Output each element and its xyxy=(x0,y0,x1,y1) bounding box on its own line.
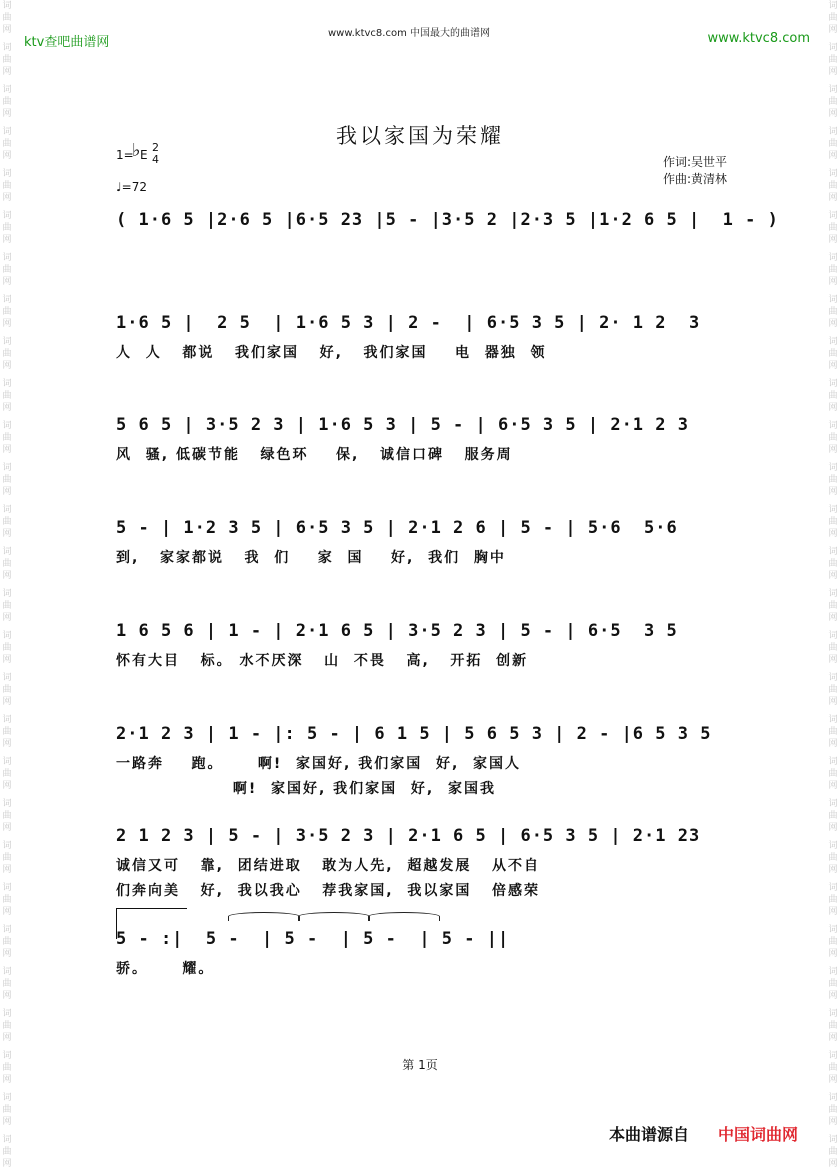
watermark-glyph: 网 xyxy=(828,67,838,77)
watermark-glyph: 曲 xyxy=(828,475,838,485)
watermark-glyph: 网 xyxy=(828,1075,838,1085)
watermark-glyph: 网 xyxy=(2,235,12,245)
key-signature xyxy=(116,140,159,166)
watermark-glyph: 曲 xyxy=(2,307,12,317)
watermark-glyph: 词 xyxy=(2,1135,12,1145)
watermark-glyph: 曲 xyxy=(828,853,838,863)
watermark-glyph: 网 xyxy=(828,907,838,917)
watermark-glyph: 词 xyxy=(2,379,12,389)
watermark-glyph: 网 xyxy=(828,655,838,665)
watermark-glyph: 词 xyxy=(828,295,838,305)
watermark-glyph: 词 xyxy=(828,841,838,851)
left-watermark-column xyxy=(0,0,14,1169)
watermark-glyph: 曲 xyxy=(828,811,838,821)
notation-line: 5 6 5 | 3·5 2 3 | 1·6 5 3 | 5 - | 6·5 3 5 | 2·1 2 3 xyxy=(116,415,689,435)
watermark-glyph: 曲 xyxy=(2,685,12,695)
watermark-glyph: 网 xyxy=(2,403,12,413)
notation-line: 5 - | 1·2 3 5 | 6·5 3 5 | 2·1 2 6 | 5 - | 5·6 5·6 xyxy=(116,518,678,538)
right-watermark-column xyxy=(826,0,840,1169)
watermark-glyph: 曲 xyxy=(828,1105,838,1115)
watermark-glyph: 词 xyxy=(828,421,838,431)
watermark-glyph: 词 xyxy=(2,295,12,305)
watermark-glyph: 曲 xyxy=(828,223,838,233)
watermark-glyph: 词 xyxy=(2,799,12,809)
watermark-glyph: 词 xyxy=(828,463,838,473)
watermark-glyph: 曲 xyxy=(828,559,838,569)
watermark-glyph: 曲 xyxy=(828,685,838,695)
watermark-glyph: 曲 xyxy=(828,181,838,191)
watermark-glyph: 网 xyxy=(2,1117,12,1127)
watermark-glyph: 曲 xyxy=(828,895,838,905)
watermark-glyph: 网 xyxy=(828,739,838,749)
watermark-glyph: 词 xyxy=(2,421,12,431)
site-header-center: www.ktvc8.com 中国最大的曲谱网 xyxy=(328,28,491,39)
watermark-glyph: 曲 xyxy=(828,391,838,401)
watermark-glyph: 词 xyxy=(2,337,12,347)
watermark-glyph: 词 xyxy=(2,1051,12,1061)
watermark-glyph: 词 xyxy=(828,1093,838,1103)
watermark-glyph: 曲 xyxy=(828,139,838,149)
lyric-line: 骄。 耀。 xyxy=(116,961,215,977)
watermark-glyph: 曲 xyxy=(2,1105,12,1115)
song-title: 我以家国为荣耀 xyxy=(336,124,504,148)
watermark-glyph: 曲 xyxy=(828,979,838,989)
watermark-glyph: 曲 xyxy=(2,727,12,737)
watermark-glyph: 网 xyxy=(2,277,12,287)
watermark-glyph: 网 xyxy=(2,655,12,665)
watermark-glyph: 词 xyxy=(828,715,838,725)
watermark-glyph: 网 xyxy=(2,361,12,371)
watermark-glyph: 网 xyxy=(828,697,838,707)
watermark-glyph: 网 xyxy=(828,571,838,581)
watermark-glyph: 网 xyxy=(2,1075,12,1085)
notation-line: ( 1·6 5 |2·6 5 |6·5 23 |5 - |3·5 2 |2·3 5 |1·2 6 5 | 1 - ) xyxy=(116,210,779,230)
watermark-glyph: 曲 xyxy=(828,97,838,107)
watermark-glyph: 词 xyxy=(828,43,838,53)
watermark-glyph: 词 xyxy=(2,1009,12,1019)
watermark-glyph: 词 xyxy=(828,967,838,977)
watermark-glyph: 网 xyxy=(828,487,838,497)
site-url-right[interactable]: www.ktvc8.com xyxy=(707,31,810,46)
watermark-glyph: 网 xyxy=(828,781,838,791)
watermark-glyph: 曲 xyxy=(2,475,12,485)
watermark-glyph: 网 xyxy=(2,613,12,623)
tie-arc xyxy=(228,912,300,921)
watermark-gap xyxy=(0,1170,14,1176)
watermark-glyph: 曲 xyxy=(2,97,12,107)
lyric-line: 人 人 都说 我们家国 好, 我们家国 电 器独 领 xyxy=(116,345,547,361)
watermark-glyph: 曲 xyxy=(2,853,12,863)
watermark-glyph: 曲 xyxy=(2,1063,12,1073)
composer-credit: 作曲:黄清林 xyxy=(663,172,728,186)
watermark-glyph: 网 xyxy=(828,445,838,455)
time-signature xyxy=(152,142,159,166)
watermark-glyph: 网 xyxy=(828,1033,838,1043)
watermark-glyph: 词 xyxy=(828,1009,838,1019)
watermark-glyph: 曲 xyxy=(2,181,12,191)
flat-icon: ♭ xyxy=(132,140,141,161)
watermark-glyph: 网 xyxy=(828,823,838,833)
watermark-glyph: 网 xyxy=(828,235,838,245)
watermark-glyph: 网 xyxy=(2,781,12,791)
watermark-glyph: 曲 xyxy=(828,643,838,653)
watermark-glyph: 曲 xyxy=(828,517,838,527)
watermark-glyph: 网 xyxy=(828,25,838,35)
watermark-glyph: 网 xyxy=(2,445,12,455)
watermark-glyph: 曲 xyxy=(2,811,12,821)
watermark-glyph: 网 xyxy=(2,823,12,833)
watermark-glyph: 曲 xyxy=(2,937,12,947)
watermark-glyph: 网 xyxy=(828,319,838,329)
watermark-glyph: 词 xyxy=(2,211,12,221)
lyric-line: 怀有大目 标。 水不厌深 山 不畏 高, 开拓 创新 xyxy=(116,653,529,669)
watermark-glyph: 词 xyxy=(2,967,12,977)
watermark-glyph: 曲 xyxy=(828,1021,838,1031)
watermark-glyph: 词 xyxy=(828,589,838,599)
watermark-glyph: 网 xyxy=(828,529,838,539)
watermark-glyph: 词 xyxy=(828,379,838,389)
lyric-line: 风 骚, 低碳节能 绿色环 保, 诚信口碑 服务周 xyxy=(116,447,513,463)
lyricist-credit: 作词:吴世平 xyxy=(663,155,728,169)
watermark-glyph: 词 xyxy=(828,169,838,179)
site-name-left[interactable]: ktv查吧曲谱网 xyxy=(24,35,110,50)
watermark-glyph: 词 xyxy=(828,757,838,767)
watermark-glyph: 网 xyxy=(828,613,838,623)
watermark-glyph: 曲 xyxy=(828,1063,838,1073)
watermark-glyph: 词 xyxy=(2,883,12,893)
watermark-glyph: 词 xyxy=(828,547,838,557)
watermark-glyph: 网 xyxy=(828,109,838,119)
watermark-glyph: 网 xyxy=(2,529,12,539)
watermark-glyph: 网 xyxy=(828,1159,838,1169)
watermark-glyph: 词 xyxy=(2,1093,12,1103)
notation-line: 2 1 2 3 | 5 - | 3·5 2 3 | 2·1 6 5 | 6·5 3 5 | 2·1 23 xyxy=(116,826,701,846)
page-number: 第 1页 xyxy=(402,1058,438,1072)
watermark-glyph: 曲 xyxy=(2,979,12,989)
watermark-glyph: 曲 xyxy=(828,265,838,275)
watermark-glyph: 词 xyxy=(828,883,838,893)
watermark-glyph: 网 xyxy=(828,277,838,287)
watermark-glyph: 网 xyxy=(2,109,12,119)
watermark-glyph: 词 xyxy=(828,631,838,641)
watermark-glyph: 网 xyxy=(828,865,838,875)
time-bottom: 4 xyxy=(152,153,159,166)
watermark-glyph: 词 xyxy=(2,631,12,641)
watermark-glyph: 词 xyxy=(828,1,838,11)
watermark-glyph: 词 xyxy=(2,1,12,11)
watermark-glyph: 曲 xyxy=(2,601,12,611)
watermark-glyph: 词 xyxy=(2,715,12,725)
lyric-line: 到, 家家都说 我 们 家 国 好, 我们 胸中 xyxy=(116,550,506,566)
lyric-line: 们奔向美 好, 我以我心 荐我家国, 我以家国 倍感荣 xyxy=(116,883,540,899)
watermark-glyph: 网 xyxy=(2,865,12,875)
watermark-glyph: 网 xyxy=(2,151,12,161)
watermark-glyph: 词 xyxy=(828,925,838,935)
watermark-gap xyxy=(826,1170,840,1176)
watermark-glyph: 网 xyxy=(828,193,838,203)
lyric-line: 一路奔 跑。 啊! 家国好, 我们家国 好, 家国人 xyxy=(116,756,522,772)
watermark-glyph: 词 xyxy=(2,841,12,851)
time-top: 2 xyxy=(152,141,159,154)
watermark-glyph: 网 xyxy=(2,949,12,959)
notation-line: 1·6 5 | 2 5 | 1·6 5 3 | 2 - | 6·5 3 5 | 2· 1 2 3 xyxy=(116,313,701,333)
tie-arc xyxy=(368,912,440,921)
watermark-glyph: 曲 xyxy=(828,55,838,65)
watermark-glyph: 网 xyxy=(2,571,12,581)
source-site-link[interactable]: 中国词曲网 xyxy=(718,1125,799,1144)
watermark-glyph: 曲 xyxy=(2,223,12,233)
watermark-glyph: 曲 xyxy=(2,433,12,443)
watermark-glyph: 词 xyxy=(828,211,838,221)
key-prefix: 1= xyxy=(116,148,134,162)
watermark-glyph: 曲 xyxy=(2,643,12,653)
watermark-glyph: 网 xyxy=(2,193,12,203)
watermark-glyph: 曲 xyxy=(2,895,12,905)
notation-line: 2·1 2 3 | 1 - |: 5 - | 6 1 5 | 5 6 5 3 | 2 - |6 5 3 5 xyxy=(116,724,712,744)
watermark-glyph: 网 xyxy=(828,949,838,959)
watermark-glyph: 网 xyxy=(2,487,12,497)
watermark-glyph: 词 xyxy=(2,127,12,137)
watermark-glyph: 曲 xyxy=(2,349,12,359)
watermark-glyph: 曲 xyxy=(828,13,838,23)
watermark-glyph: 曲 xyxy=(828,727,838,737)
watermark-glyph: 词 xyxy=(2,925,12,935)
watermark-glyph: 曲 xyxy=(2,1021,12,1031)
watermark-glyph: 词 xyxy=(828,337,838,347)
source-label: 本曲谱源自 xyxy=(609,1125,690,1144)
watermark-glyph: 词 xyxy=(828,85,838,95)
notation-line: 1 6 5 6 | 1 - | 2·1 6 5 | 3·5 2 3 | 5 - | 6·5 3 5 xyxy=(116,621,678,641)
watermark-glyph: 曲 xyxy=(2,391,12,401)
watermark-glyph: 词 xyxy=(828,673,838,683)
watermark-glyph: 曲 xyxy=(2,559,12,569)
lyric-line: 啊! 家国好, 我们家国 好, 家国我 xyxy=(116,781,496,797)
watermark-glyph: 网 xyxy=(2,697,12,707)
lyric-line: 诚信又可 靠, 团结进取 敢为人先, 超越发展 从不自 xyxy=(116,858,540,874)
watermark-glyph: 词 xyxy=(2,169,12,179)
watermark-glyph: 网 xyxy=(2,1033,12,1043)
watermark-glyph: 曲 xyxy=(2,139,12,149)
watermark-glyph: 曲 xyxy=(828,433,838,443)
watermark-glyph: 词 xyxy=(828,505,838,515)
watermark-glyph: 词 xyxy=(2,43,12,53)
watermark-glyph: 网 xyxy=(2,1159,12,1169)
notation-line: 5 - :| 5 - | 5 - | 5 - | 5 - || xyxy=(116,929,510,949)
watermark-glyph: 曲 xyxy=(828,1147,838,1157)
watermark-glyph: 曲 xyxy=(828,307,838,317)
watermark-glyph: 曲 xyxy=(828,769,838,779)
watermark-glyph: 词 xyxy=(2,589,12,599)
watermark-glyph: 曲 xyxy=(828,937,838,947)
watermark-glyph: 词 xyxy=(828,127,838,137)
tempo-marking: ♩=72 xyxy=(116,180,147,194)
watermark-glyph: 网 xyxy=(2,739,12,749)
watermark-glyph: 曲 xyxy=(2,55,12,65)
watermark-glyph: 词 xyxy=(2,673,12,683)
watermark-glyph: 词 xyxy=(2,85,12,95)
watermark-glyph: 网 xyxy=(828,361,838,371)
watermark-glyph: 网 xyxy=(2,67,12,77)
tie-arc xyxy=(298,912,370,921)
key-note: E xyxy=(140,148,148,162)
watermark-glyph: 词 xyxy=(828,799,838,809)
watermark-glyph: 曲 xyxy=(828,601,838,611)
watermark-glyph: 词 xyxy=(828,1051,838,1061)
watermark-glyph: 词 xyxy=(828,253,838,263)
watermark-glyph: 词 xyxy=(2,547,12,557)
watermark-glyph: 网 xyxy=(828,403,838,413)
watermark-glyph: 网 xyxy=(828,151,838,161)
watermark-glyph: 词 xyxy=(2,757,12,767)
watermark-glyph: 曲 xyxy=(828,349,838,359)
watermark-glyph: 网 xyxy=(2,907,12,917)
watermark-glyph: 词 xyxy=(828,1135,838,1145)
watermark-glyph: 曲 xyxy=(2,13,12,23)
watermark-glyph: 网 xyxy=(828,1117,838,1127)
watermark-glyph: 词 xyxy=(2,253,12,263)
watermark-glyph: 曲 xyxy=(2,769,12,779)
watermark-glyph: 词 xyxy=(2,463,12,473)
watermark-glyph: 网 xyxy=(828,991,838,1001)
watermark-glyph: 曲 xyxy=(2,265,12,275)
watermark-glyph: 网 xyxy=(2,25,12,35)
watermark-glyph: 网 xyxy=(2,319,12,329)
watermark-glyph: 曲 xyxy=(2,517,12,527)
watermark-glyph: 曲 xyxy=(2,1147,12,1157)
watermark-glyph: 网 xyxy=(2,991,12,1001)
watermark-glyph: 词 xyxy=(2,505,12,515)
